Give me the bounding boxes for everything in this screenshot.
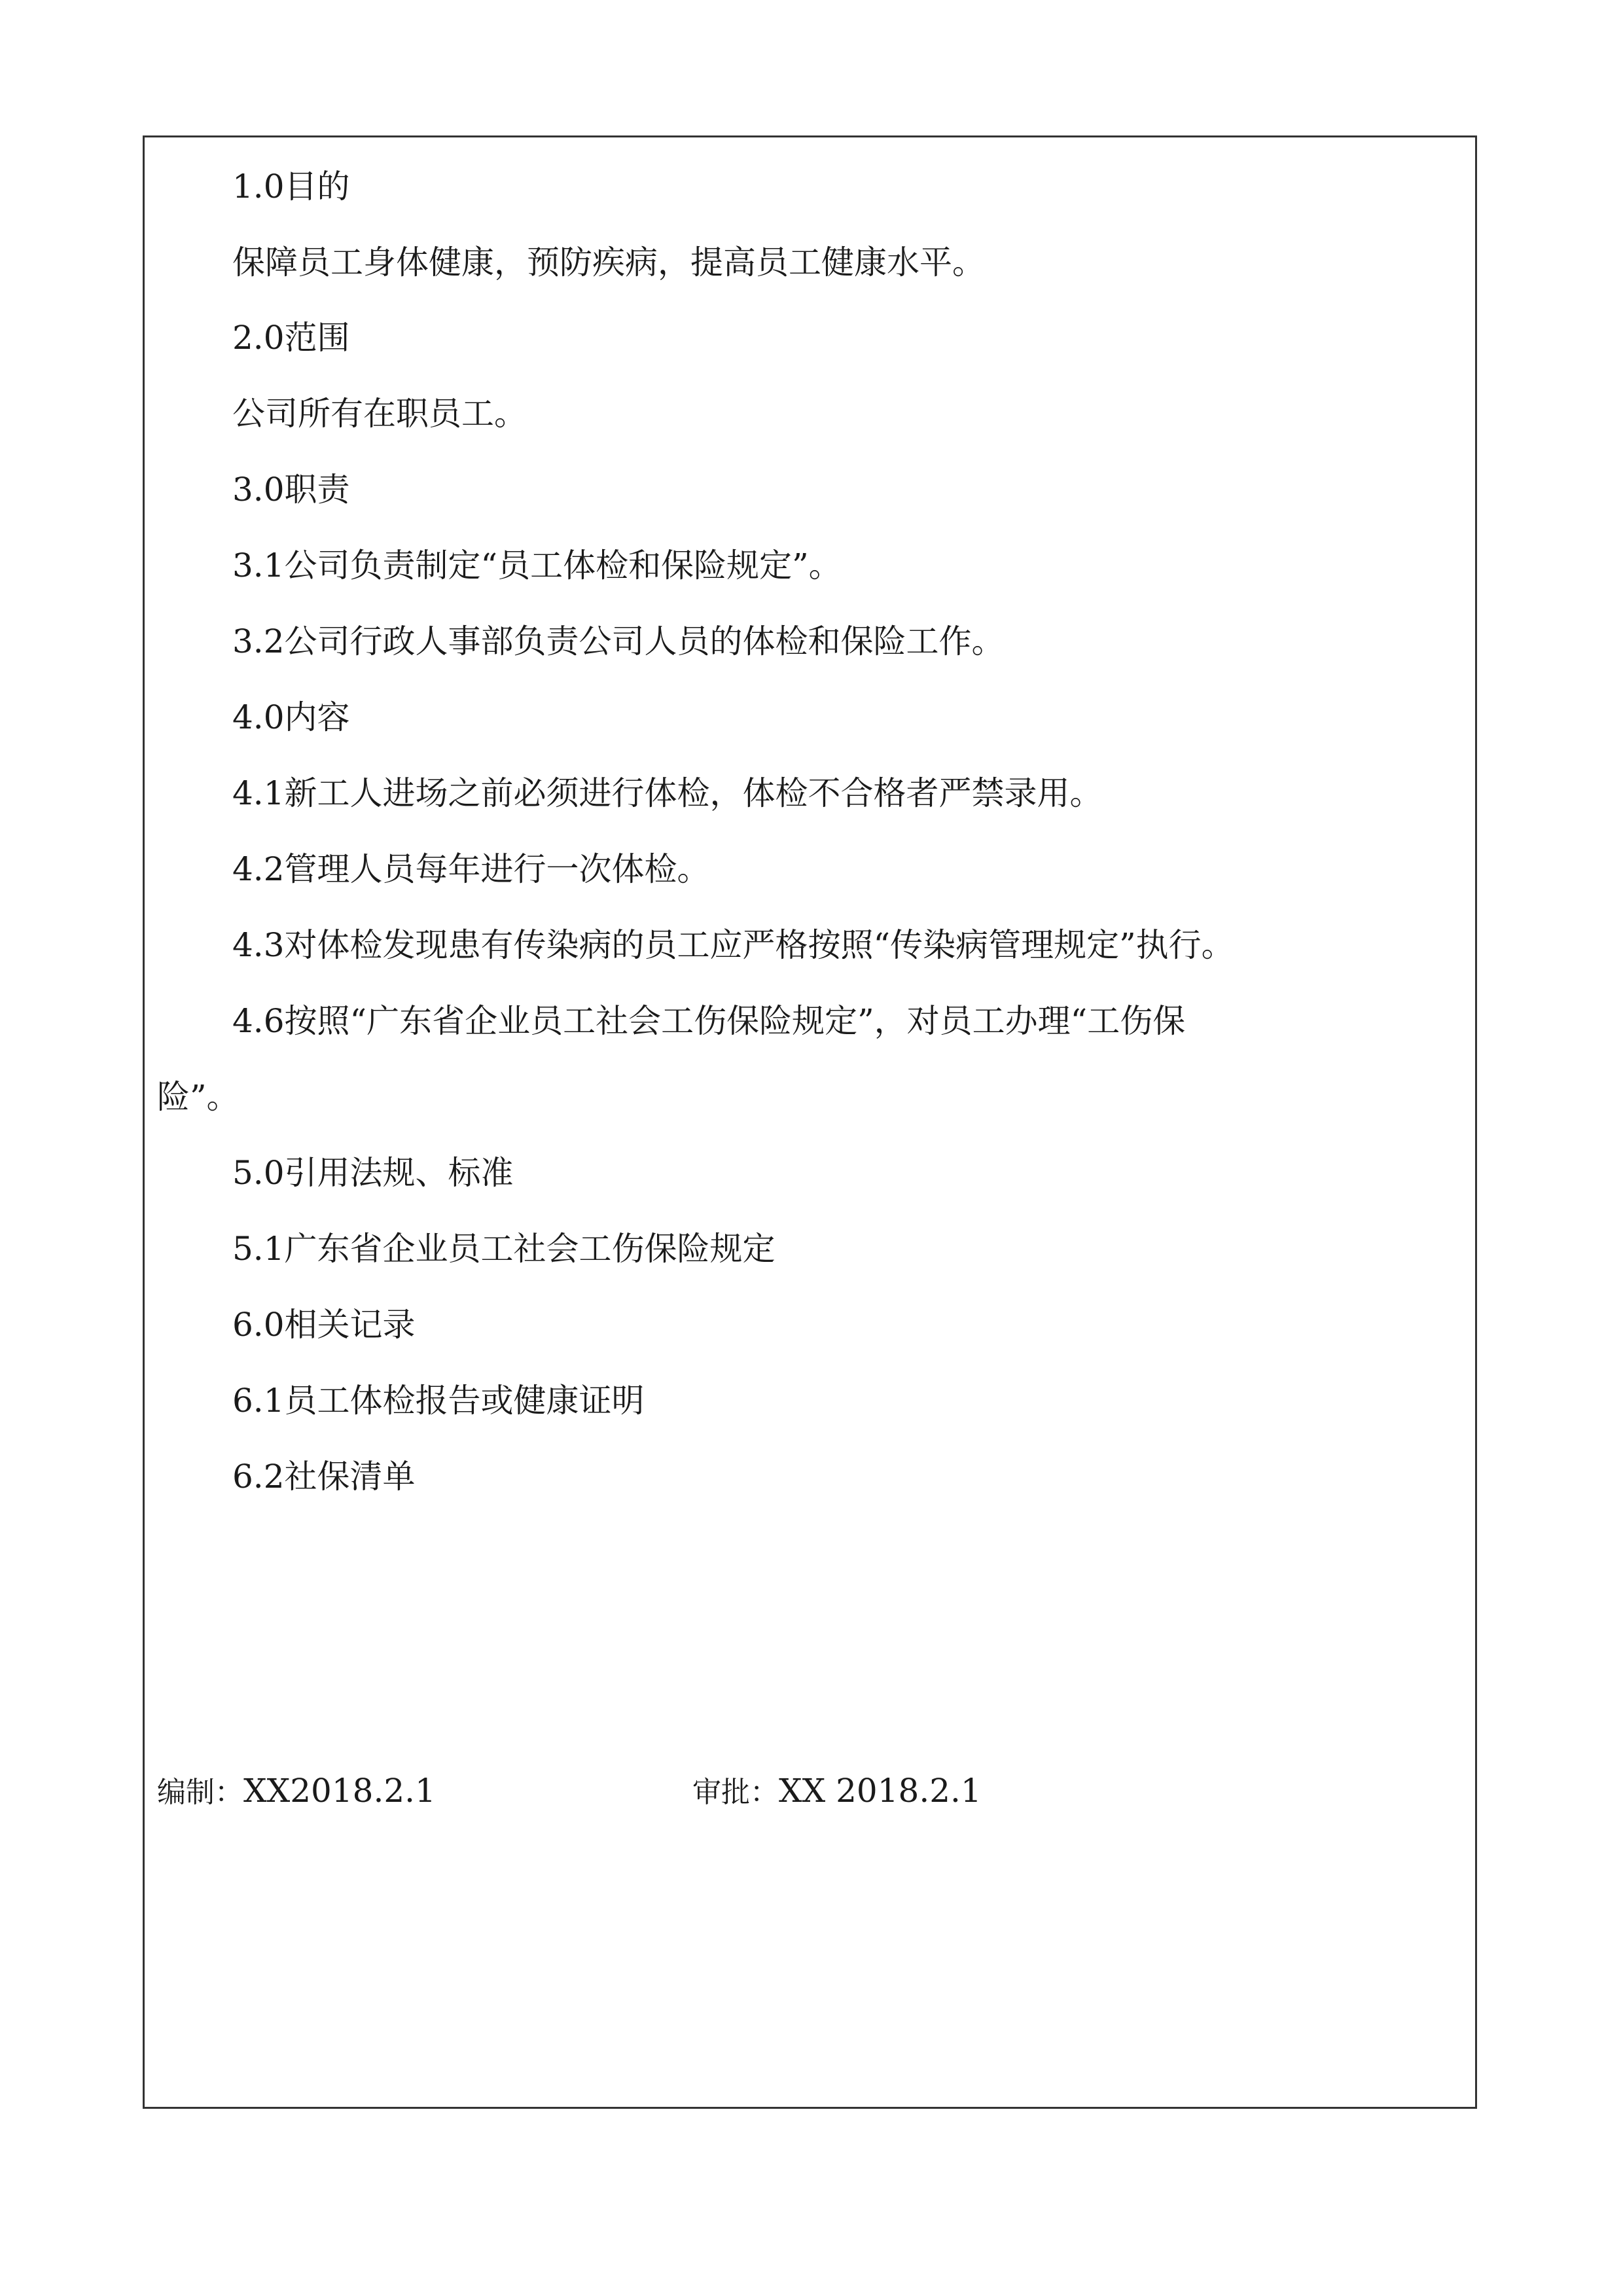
approved-value: XX 2018.2.1 [779, 1772, 982, 1810]
approved-by [692, 1771, 982, 1812]
section-6-heading: 6.0相关记录 [232, 1306, 416, 1344]
section-1-heading: 1.0目的 [232, 168, 350, 206]
approved-label: 审批： [692, 1776, 779, 1809]
prepared-value: XX2018.2.1 [243, 1772, 436, 1810]
section-4-1-text: 4.1新工人进场之前必须进行体检，体检不合格者严禁录用。 [232, 774, 1103, 812]
section-5-1-text: 5.1广东省企业员工社会工伤保险规定 [232, 1230, 776, 1268]
section-3-1-text: 3.1公司负责制定“员工体检和保险规定”。 [232, 547, 842, 584]
section-2-heading: 2.0范围 [232, 319, 350, 357]
section-2-text: 公司所有在职员工。 [232, 395, 527, 433]
section-3-heading: 3.0职责 [232, 471, 350, 509]
section-4-3-text: 4.3对体检发现患有传染病的员工应严格按照“传染病管理规定”执行。 [232, 926, 1234, 964]
section-3-2-text: 3.2公司行政人事部负责公司人员的体检和保险工作。 [232, 622, 1005, 660]
section-6-1-text: 6.1员工体检报告或健康证明 [232, 1382, 645, 1420]
section-6-2-text: 6.2社保清单 [232, 1458, 416, 1496]
prepared-label: 编制： [157, 1776, 243, 1809]
prepared-by [157, 1771, 436, 1812]
section-4-6-text: 4.6按照“广东省企业员工社会工伤保险规定”，对员工办理“工伤保 [232, 1002, 1186, 1040]
section-4-heading: 4.0内容 [232, 698, 350, 736]
section-4-6-text-cont: 险”。 [157, 1078, 240, 1116]
section-1-text: 保障员工身体健康，预防疾病，提高员工健康水平。 [232, 243, 985, 281]
section-4-2-text: 4.2管理人员每年进行一次体检。 [232, 850, 710, 888]
section-5-heading: 5.0引用法规、标准 [232, 1154, 514, 1192]
